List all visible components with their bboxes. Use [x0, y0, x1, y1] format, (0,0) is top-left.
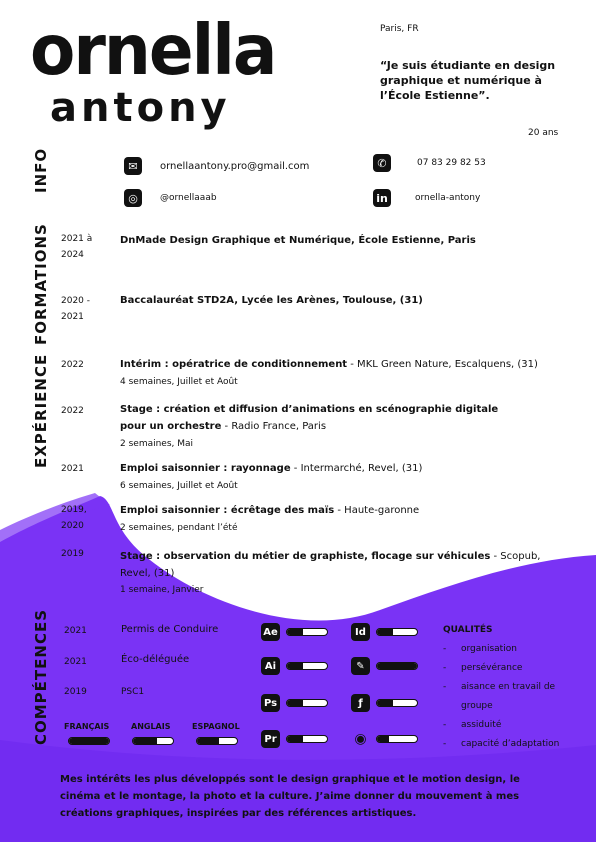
language-name: ANGLAIS	[131, 722, 171, 731]
premiere-pro-icon: Pr	[261, 730, 280, 748]
experience-detail: 2 semaines, Mai	[120, 439, 194, 449]
phone-text[interactable]: 07 83 29 82 53	[417, 158, 486, 168]
language-level-bar	[196, 737, 238, 745]
competence-label: Permis de Conduire	[121, 624, 219, 635]
experience-detail: 6 semaines, Juillet et Août	[120, 481, 238, 491]
email-text[interactable]: ornellaantony.pro@gmail.com	[160, 161, 310, 172]
software-level-bar	[286, 735, 328, 743]
software-level-bar	[286, 699, 328, 707]
indesign-icon: Id	[351, 623, 370, 641]
quality-item: assiduité	[461, 720, 502, 730]
software-level-bar	[376, 662, 418, 670]
software-level-bar	[376, 699, 418, 707]
experience-title: Stage : création et diffusion d’animations en scénographie digitale pour un orchestre - Radio France, Paris	[120, 404, 499, 432]
competence-year: 2021	[64, 626, 87, 636]
language-name: FRANÇAIS	[64, 722, 110, 731]
experience-year: 2019	[61, 549, 84, 559]
blender-icon: ◉	[354, 731, 367, 747]
experience-detail: 2 semaines, pendant l’été	[120, 523, 238, 533]
illustrator-icon: Ai	[261, 657, 280, 675]
quality-item: capacité d’adaptation	[461, 739, 560, 749]
experience-year: 2022	[61, 360, 84, 370]
last-name: antony	[50, 85, 231, 131]
experience-detail: 4 semaines, Juillet et Août	[120, 377, 238, 387]
quality-dash: -	[443, 682, 447, 692]
software-level-bar	[286, 628, 328, 636]
quality-dash: -	[443, 644, 447, 654]
quality-item: aisance en travail de groupe	[461, 682, 556, 711]
email-icon: ✉	[124, 157, 142, 175]
instagram-text[interactable]: @ornellaaab	[160, 193, 217, 203]
experience-title: Emploi saisonnier : rayonnage - Intermarché, Revel, (31)	[120, 463, 423, 474]
experience-year: 2019, 2020	[61, 505, 87, 531]
after-effects-icon: Ae	[261, 623, 280, 641]
qualities-title: QUALITÉS	[443, 625, 493, 635]
formation-title: DnMade Design Graphique et Numérique, École Estienne, Paris	[120, 235, 476, 246]
experience-title: Emploi saisonnier : écrêtage des maïs - Haute-garonne	[120, 505, 420, 516]
language-level-bar	[68, 737, 110, 745]
formation-year: 2020 - 2021	[61, 296, 91, 322]
phone-icon: ✆	[373, 154, 391, 172]
competence-label: Éco-déléguée	[121, 654, 190, 665]
procreate-icon: ✎	[351, 657, 370, 675]
quality-item: organisation	[461, 644, 517, 654]
formation-title: Baccalauréat STD2A, Lycée les Arènes, Toulouse, (31)	[120, 295, 423, 306]
section-experience-title: EXPÉRIENCE	[32, 353, 50, 468]
experience-title: Intérim : opératrice de conditionnement - MKL Green Nature, Escalquens, (31)	[120, 359, 538, 370]
section-competences-title: COMPÉTENCES	[32, 608, 50, 745]
figma-icon: ƒ	[351, 694, 370, 712]
experience-year: 2021	[61, 464, 84, 474]
quality-item: persévérance	[461, 663, 523, 673]
quality-dash: -	[443, 720, 447, 730]
competence-year: 2019	[64, 687, 87, 697]
software-level-bar	[376, 735, 418, 743]
language-name: ESPAGNOL	[192, 722, 240, 731]
linkedin-icon: in	[373, 189, 391, 207]
age: 20 ans	[528, 128, 559, 138]
experience-year: 2022	[61, 406, 84, 416]
interests-paragraph: Mes intérêts les plus développés sont le design graphique et le motion design, le cinéma et le montage, la photo et la culture. J’aime donner du mouvement à mes créations graphiques, inspirées par des références artistiques.	[60, 774, 520, 819]
formation-year: 2021 à 2024	[61, 234, 93, 260]
language-level-bar	[132, 737, 174, 745]
city: Paris, FR	[380, 24, 419, 34]
competence-label: PSC1	[121, 687, 145, 697]
section-formations-title: FORMATIONS	[32, 223, 50, 345]
competence-year: 2021	[64, 657, 87, 667]
linkedin-text[interactable]: ornella-antony	[415, 193, 481, 203]
quality-dash: -	[443, 663, 447, 673]
instagram-icon: ◎	[124, 189, 142, 207]
section-info-title: INFO	[32, 147, 50, 193]
experience-detail: 1 semaine, Janvier	[120, 585, 204, 595]
quality-dash: -	[443, 739, 447, 749]
first-name: ornella	[30, 10, 276, 91]
photoshop-icon: Ps	[261, 694, 280, 712]
intro-quote: “Je suis étudiante en design graphique et numérique à l’École Estienne”.	[380, 59, 556, 102]
experience-title: Stage : observation du métier de graphiste, flocage sur véhicules - Scopub, Revel, (31)	[120, 551, 541, 579]
software-level-bar	[286, 662, 328, 670]
software-level-bar	[376, 628, 418, 636]
